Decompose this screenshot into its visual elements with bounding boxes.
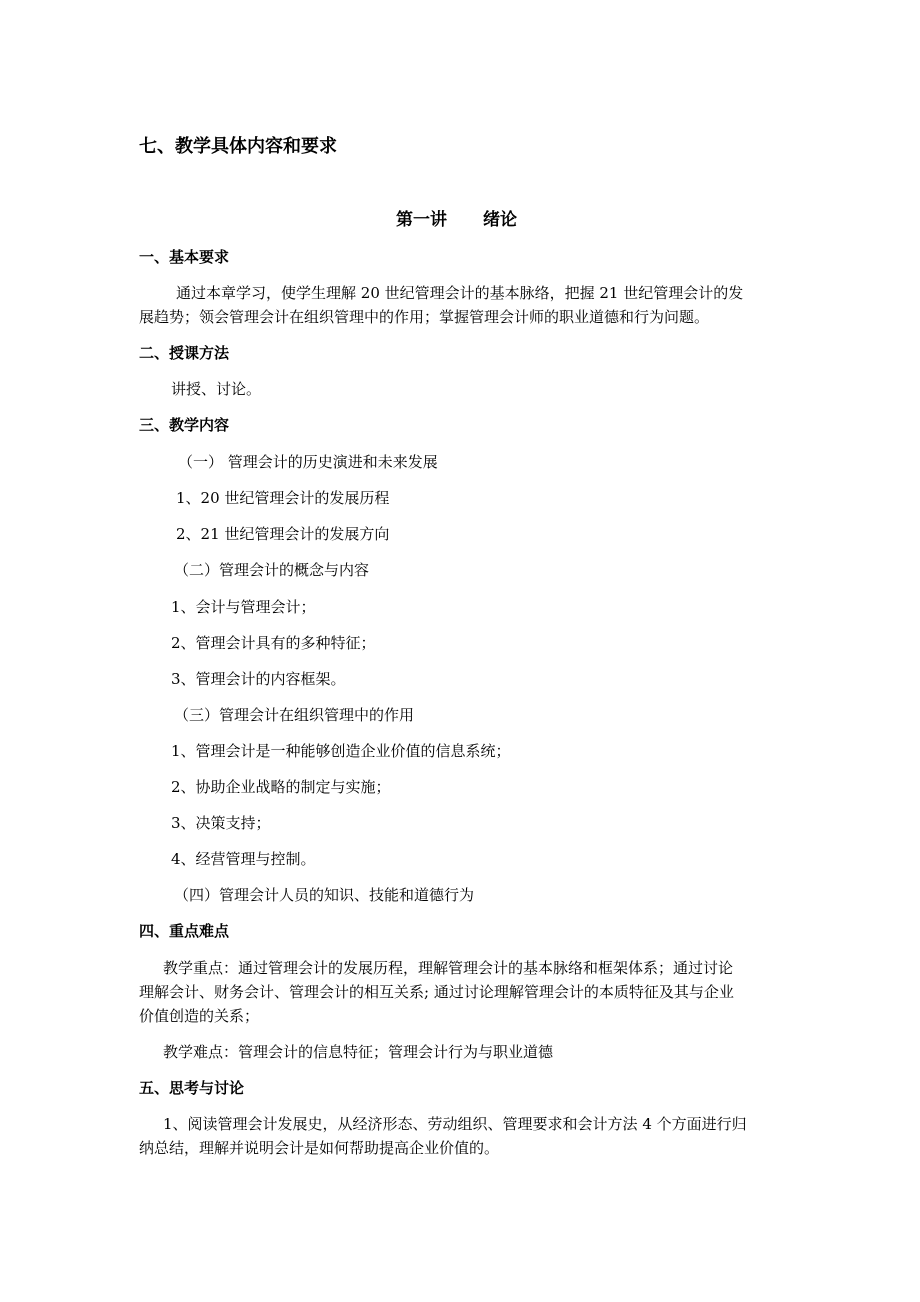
heading-discussion: 五、思考与讨论 [139,1079,245,1097]
list-item: （一） 管理会计的历史演进和未来发展 [178,453,438,471]
paragraph-line: 讲授、讨论。 [171,380,262,398]
lecture-title [396,210,517,230]
paragraph-line: 教学难点：管理会计的信息特征；管理会计行为与职业道德 [163,1043,554,1061]
heading-basic-requirements: 一、基本要求 [139,248,230,266]
paragraph-line: 展趋势；领会管理会计在组织管理中的作用；掌握管理会计师的职业道德和行为问题。 [139,308,710,326]
section-heading: 七、教学具体内容和要求 [139,136,337,157]
heading-teaching-method: 二、授课方法 [139,344,230,362]
list-item: （四）管理会计人员的知识、技能和道德行为 [174,886,475,904]
list-item: 2、协助企业战略的制定与实施； [171,778,391,796]
list-item: 3、决策支持； [171,814,271,832]
paragraph-line: 教学重点：通过管理会计的发展历程，理解管理会计的基本脉络和框架体系；通过讨论 [163,959,734,977]
list-item: 4、经营管理与控制。 [171,850,316,868]
list-item: 2、21 世纪管理会计的发展方向 [176,525,390,543]
paragraph-line: 价值创造的关系； [139,1007,260,1025]
list-item: 3、管理会计的内容框架。 [171,670,346,688]
paragraph-line: 1、阅读管理会计发展史，从经济形态、劳动组织、管理要求和会计方法 4 个方面进行归 [163,1115,747,1133]
heading-teaching-content: 三、教学内容 [139,416,230,434]
paragraph-line: 理解会计、财务会计、管理会计的相互关系; 通过讨论理解管理会计的本质特征及其与企业 [139,983,734,1001]
lecture-number: 第一讲 [396,210,447,230]
list-item: （三）管理会计在组织管理中的作用 [174,706,415,724]
list-item: 1、管理会计是一种能够创造企业价值的信息系统； [171,742,511,760]
list-item: （二）管理会计的概念与内容 [174,561,370,579]
heading-key-points: 四、重点难点 [139,922,230,940]
list-item: 2、管理会计具有的多种特征； [171,634,376,652]
list-item: 1、20 世纪管理会计的发展历程 [176,489,390,507]
paragraph-line: 通过本章学习，使学生理解 20 世纪管理会计的基本脉络，把握 21 世纪管理会计的发 [176,284,744,302]
lecture-name: 绪论 [483,210,517,230]
list-item: 1、会计与管理会计； [171,598,316,616]
paragraph-line: 纳总结，理解并说明会计是如何帮助提高企业价值的。 [139,1139,500,1157]
